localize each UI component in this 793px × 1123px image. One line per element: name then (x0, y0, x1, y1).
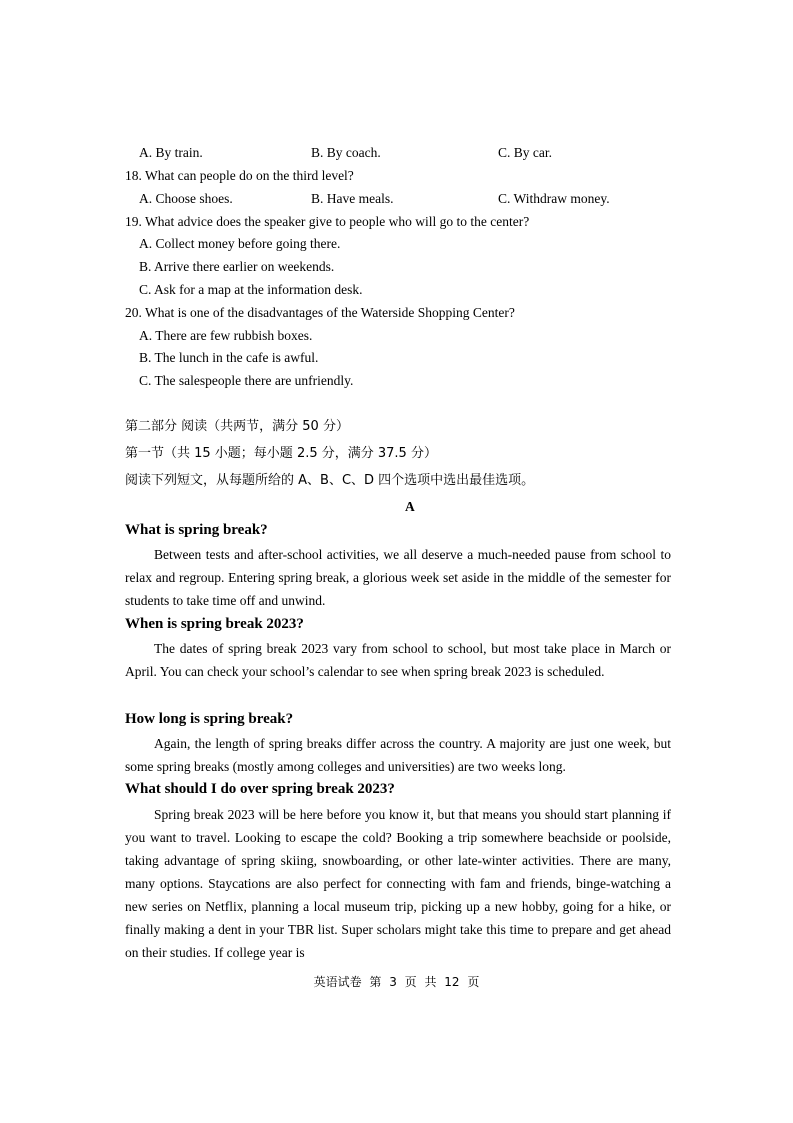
heading-what-is-spring-break: What is spring break? (125, 522, 268, 538)
q17-option-a: A. By train. (139, 145, 203, 160)
heading-when-is-spring-break: When is spring break 2023? (125, 616, 304, 632)
q18-stem: 18. What can people do on the third level? (125, 168, 354, 183)
section-instruction: 阅读下列短文，从每题所给的 A、B、C、D 四个选项中选出最佳选项。 (125, 473, 535, 488)
heading-what-should-i-do: What should I do over spring break 2023? (125, 781, 395, 797)
q20-option-b: B. The lunch in the cafe is awful. (139, 350, 319, 365)
paragraph-3: Again, the length of spring breaks differ across the country. A majority are just one week, but some spring breaks (mostly among colleges and universities) are two weeks long. (125, 736, 671, 774)
q18-option-c: C. Withdraw money. (498, 191, 610, 206)
q20-stem: 20. What is one of the disadvantages of the Waterside Shopping Center? (125, 305, 515, 320)
q20-option-a: A. There are few rubbish boxes. (139, 328, 313, 343)
part-title: 第二部分 阅读（共两节，满分 50 分） (125, 419, 349, 434)
q20-option-c: C. The salespeople there are unfriendly. (139, 373, 354, 388)
page-footer: 英语试卷 第 3 页 共 12 页 (313, 975, 480, 989)
q18-option-b: B. Have meals. (311, 191, 394, 206)
q19-option-b: B. Arrive there earlier on weekends. (139, 259, 335, 274)
paragraph-4: Spring break 2023 will be here before you know it, but that means you should start planning if you want to travel. Looking to escape the cold? Booking a trip somewhere beachside or poolside, taking advantage of spring skiing, snowboarding, or other late-winter activities. There are many, many options. Staycations are also perfect for connecting with fam and friends, binge-watching a new series on Netflix, planning a local museum trip, picking up a new hobby, going for a hike, or finally making a dent in your TBR list. Super scholars might take this time to prepare and get ahead on their studies. If college year is (125, 807, 671, 960)
q19-option-a: A. Collect money before going there. (139, 236, 341, 251)
section-subtitle: 第一节（共 15 小题；每小题 2.5 分，满分 37.5 分） (125, 446, 437, 461)
heading-how-long: How long is spring break? (125, 711, 294, 727)
paragraph-1: Between tests and after-school activities, we all deserve a much-needed pause from school to relax and regroup. Entering spring break, a glorious week set aside in the middle of the semester for students to take time off and unwind. (125, 547, 671, 608)
q17-option-b: B. By coach. (311, 145, 381, 160)
paragraph-2: The dates of spring break 2023 vary from school to school, but most take place in March or April. You can check your school’s calendar to see when spring break 2023 is scheduled. (125, 641, 671, 679)
q18-option-a: A. Choose shoes. (139, 191, 233, 206)
q17-option-c: C. By car. (498, 145, 552, 160)
passage-label: A (405, 499, 415, 514)
q19-stem: 19. What advice does the speaker give to people who will go to the center? (125, 214, 530, 229)
q19-option-c: C. Ask for a map at the information desk. (139, 282, 363, 297)
